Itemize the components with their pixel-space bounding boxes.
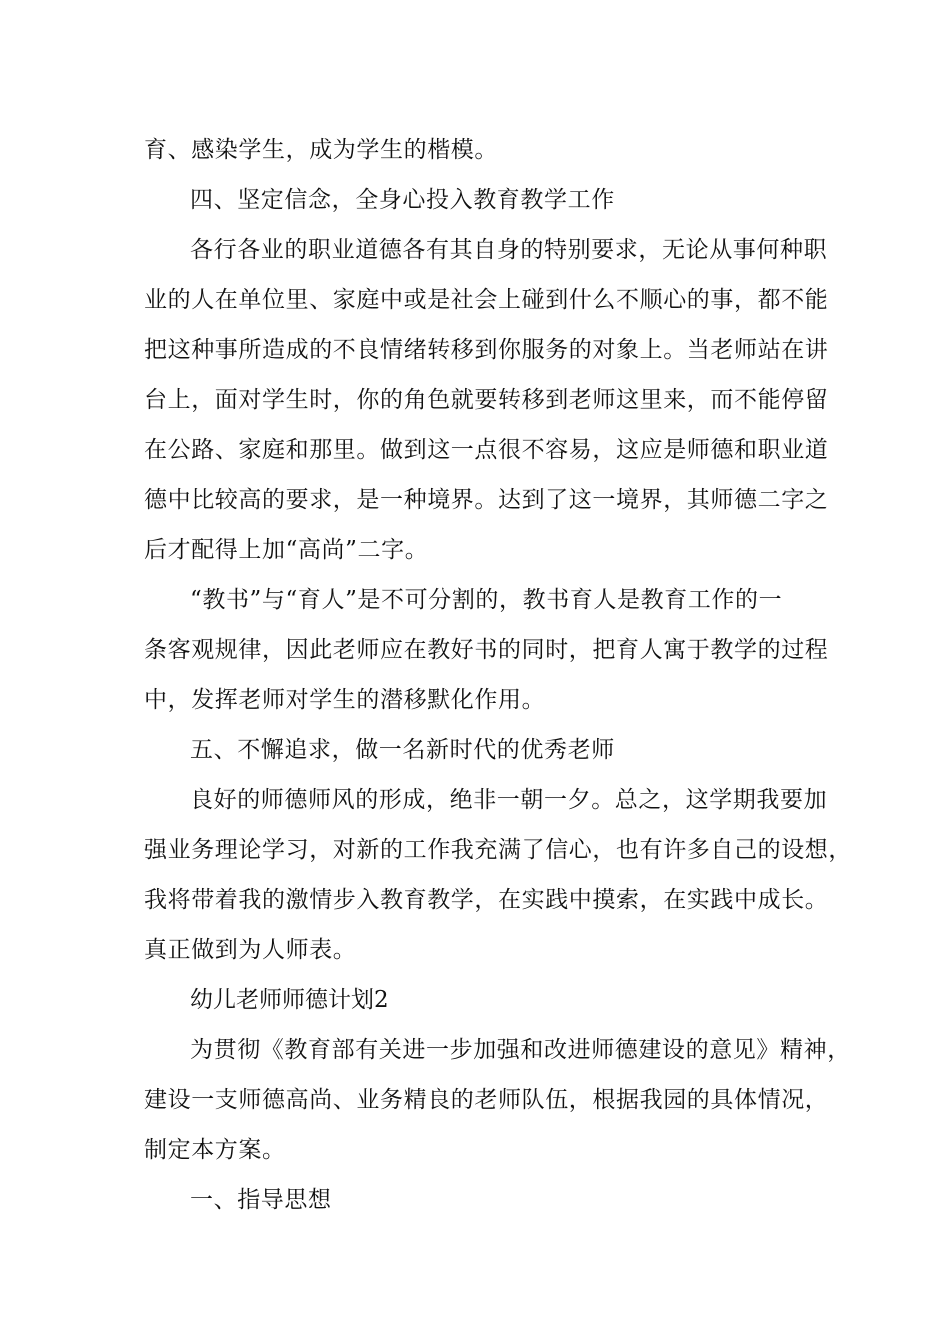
section-heading-4: 四、坚定信念，全身心投入教育教学工作 — [190, 187, 615, 213]
paragraph-line: 强业务理论学习，对新的工作我充满了信心，也有许多自己的设想， — [144, 837, 852, 863]
paragraph-line: 制定本方案。 — [144, 1137, 286, 1163]
paragraph-line: 良好的师德师风的形成，绝非一朝一夕。总之，这学期我要加 — [190, 787, 828, 813]
paragraph-line: 后才配得上加“高尚”二字。 — [144, 537, 429, 563]
paragraph-line: 德中比较高的要求，是一种境界。达到了这一境界，其师德二字之 — [144, 487, 829, 513]
paragraph-line: 中，发挥老师对学生的潜移默化作用。 — [144, 687, 546, 713]
section-heading-5: 五、不懈追求，做一名新时代的优秀老师 — [190, 737, 615, 763]
paragraph-line: 我将带着我的激情步入教育教学，在实践中摸索，在实践中成长。 — [144, 887, 829, 913]
paragraph-line: 真正做到为人师表。 — [144, 937, 357, 963]
paragraph-line: 育、感染学生，成为学生的楷模。 — [144, 137, 498, 163]
paragraph-line: 把这种事所造成的不良情绪转移到你服务的对象上。当老师站在讲 — [144, 337, 829, 363]
paragraph-line: 业的人在单位里、家庭中或是社会上碰到什么不顺心的事，都不能 — [144, 287, 829, 313]
document-body — [144, 125, 852, 1225]
paragraph-line: 条客观规律，因此老师应在教好书的同时，把育人寓于教学的过程 — [144, 637, 829, 663]
paragraph-line: 为贯彻《教育部有关进一步加强和改进师德建设的意见》精神， — [190, 1037, 851, 1063]
paragraph-line: “教书”与“育人”是不可分割的，教书育人是教育工作的一 — [190, 587, 783, 613]
paragraph-line: 建设一支师德高尚、业务精良的老师队伍，根据我园的具体情况， — [144, 1087, 829, 1113]
document-subtitle: 幼儿老师师德计划2 — [190, 987, 389, 1013]
section-heading-1: 一、指导思想 — [190, 1187, 332, 1213]
paragraph-line: 台上，面对学生时，你的角色就要转移到老师这里来，而不能停留 — [144, 387, 829, 413]
paragraph-line: 在公路、家庭和那里。做到这一点很不容易，这应是师德和职业道 — [144, 437, 829, 463]
paragraph-line: 各行各业的职业道德各有其自身的特别要求，无论从事何种职 — [190, 237, 828, 263]
